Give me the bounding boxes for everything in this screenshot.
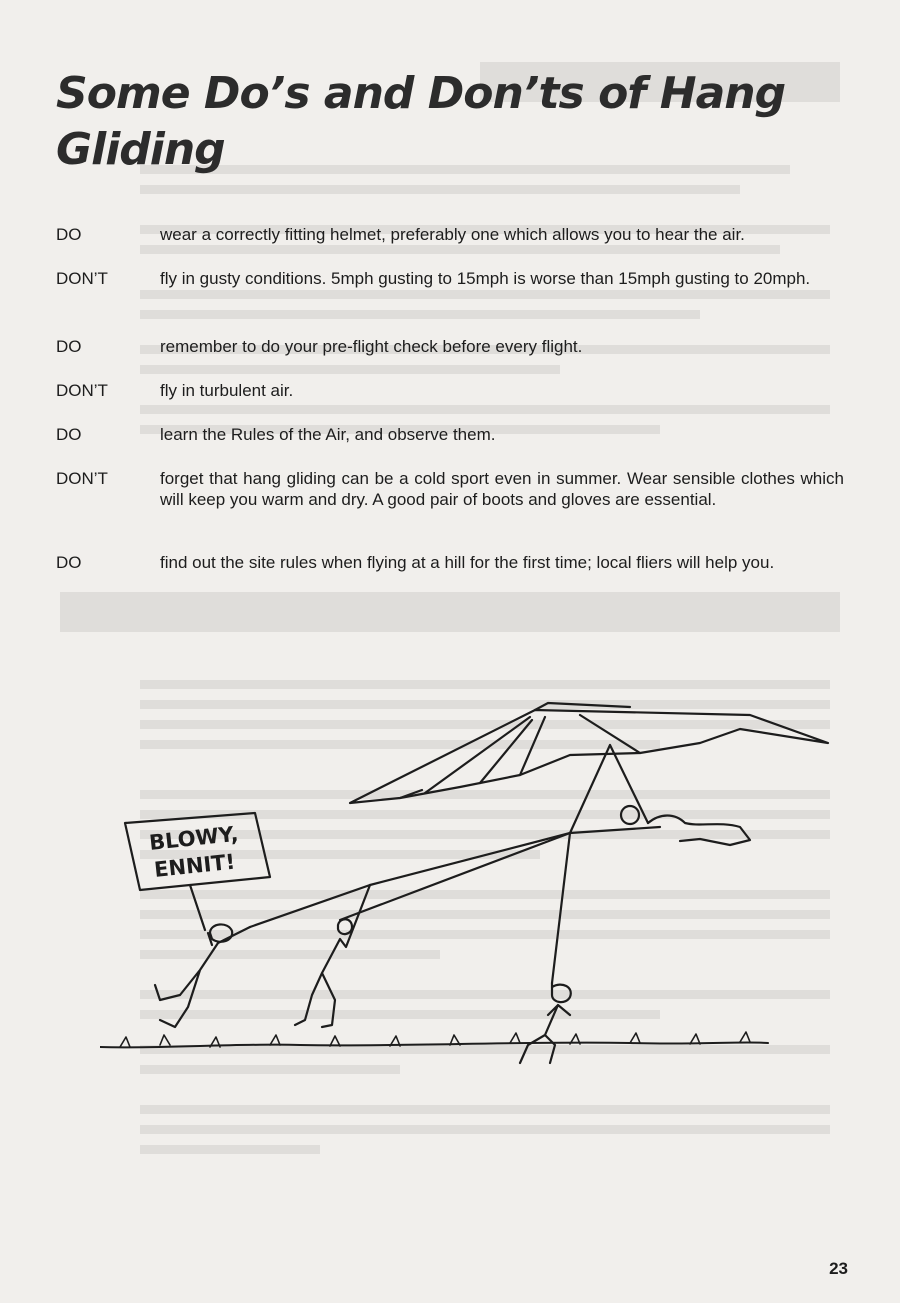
sign-text-line2: ENNIT! <box>153 849 237 882</box>
rule-text: fly in gusty conditions. 5mph gusting to 15mph is worse than 15mph gusting to 20mph. <box>160 269 811 288</box>
right-person <box>552 985 571 1002</box>
rule-text: learn the Rules of the Air, and observe them. <box>160 425 496 444</box>
hang-glider-cartoon <box>100 695 845 1070</box>
page-number: 23 <box>829 1259 848 1278</box>
rule-keyword: DON’T <box>56 469 108 488</box>
rule-keyword: DON’T <box>56 269 108 288</box>
speech-sign <box>125 813 270 890</box>
rule-keyword: DO <box>56 225 82 244</box>
rule-text: forget that hang gliding can be a cold sport even in summer. Wear sensible clothes which will keep you warm and dry. A good pair of boots and gloves are essential. <box>160 469 844 509</box>
pilot-figure <box>648 816 750 846</box>
rule-keyword: DO <box>56 337 82 356</box>
rule-keyword: DO <box>56 425 82 444</box>
rule-text: find out the site rules when flying at a hill for the first time; local fliers will help you. <box>160 553 775 572</box>
control-frame <box>552 745 660 983</box>
sign-text-line1: BLOWY, <box>148 821 240 855</box>
rule-text: remember to do your pre-flight check before every flight. <box>160 337 583 356</box>
page-title: Some Do’s and Don’ts of Hang Gliding <box>56 68 786 175</box>
rule-text: wear a correctly fitting helmet, preferably one which allows you to hear the air. <box>160 225 745 244</box>
rule-keyword: DO <box>56 553 82 572</box>
middle-person <box>338 919 352 934</box>
rule-text: fly in turbulent air. <box>160 381 294 400</box>
rule-keyword: DON’T <box>56 381 108 400</box>
person-with-sign <box>210 924 232 941</box>
ground-grass <box>100 1042 768 1047</box>
